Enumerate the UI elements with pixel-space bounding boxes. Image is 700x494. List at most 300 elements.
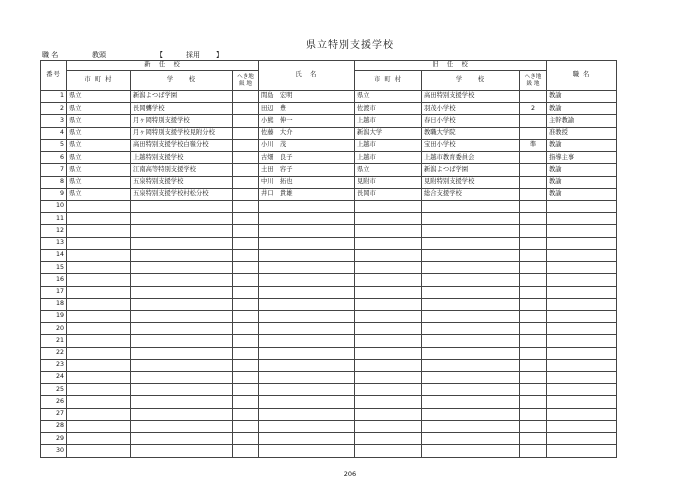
position-cell — [547, 200, 617, 212]
new-city-cell — [67, 347, 131, 359]
header-old-remote: へき地級 地 — [520, 71, 547, 91]
old-city-cell — [355, 225, 422, 237]
header-new-school: 学 校 — [131, 71, 233, 91]
row-number: 14 — [41, 249, 67, 261]
row-number: 25 — [41, 384, 67, 396]
table-row — [41, 323, 617, 335]
new-school-cell — [131, 262, 233, 274]
old-remote-cell — [520, 445, 547, 458]
new-school-cell — [131, 347, 233, 359]
old-city-cell — [355, 396, 422, 408]
name-cell — [259, 359, 355, 371]
position-cell — [547, 335, 617, 347]
new-remote-cell — [233, 152, 259, 164]
old-school-cell — [422, 286, 520, 298]
position-cell — [547, 408, 617, 420]
new-school-cell — [131, 200, 233, 212]
new-city-cell: 県立 — [67, 127, 131, 139]
name-cell — [259, 323, 355, 335]
new-remote-cell — [233, 200, 259, 212]
position-cell — [547, 420, 617, 432]
table-row — [41, 237, 617, 249]
name-cell — [259, 445, 355, 458]
row-number: 2 — [41, 103, 67, 115]
name-cell: 土田 容子 — [259, 164, 355, 176]
new-school-cell — [131, 225, 233, 237]
new-school-cell — [131, 249, 233, 261]
new-school-cell — [131, 237, 233, 249]
table-row — [41, 225, 617, 237]
old-school-cell: 春日小学校 — [422, 115, 520, 127]
old-remote-cell — [520, 433, 547, 445]
new-remote-cell — [233, 237, 259, 249]
row-number: 11 — [41, 213, 67, 225]
name-cell — [259, 347, 355, 359]
old-school-cell — [422, 200, 520, 212]
old-city-cell: 新潟大学 — [355, 127, 422, 139]
old-city-cell — [355, 408, 422, 420]
old-remote-cell — [520, 274, 547, 286]
old-city-cell: 上越市 — [355, 115, 422, 127]
old-school-cell: 見附特別支援学校 — [422, 176, 520, 188]
row-number: 9 — [41, 188, 67, 200]
old-city-cell: 上越市 — [355, 139, 422, 151]
table-row — [41, 91, 617, 103]
name-cell — [259, 274, 355, 286]
old-city-cell: 佐渡市 — [355, 103, 422, 115]
new-city-cell — [67, 335, 131, 347]
old-city-cell — [355, 445, 422, 458]
header-position: 職 名 — [547, 61, 617, 91]
position-cell — [547, 396, 617, 408]
table-row — [41, 164, 617, 176]
old-school-cell — [422, 310, 520, 322]
row-number: 1 — [41, 91, 67, 103]
new-city-cell — [67, 310, 131, 322]
new-city-cell — [67, 225, 131, 237]
header-no: 番号 — [41, 61, 67, 91]
new-city-cell — [67, 286, 131, 298]
position-cell — [547, 310, 617, 322]
new-school-cell — [131, 359, 233, 371]
new-remote-cell — [233, 408, 259, 420]
old-city-cell — [355, 213, 422, 225]
row-number: 30 — [41, 445, 67, 458]
name-cell — [259, 213, 355, 225]
new-remote-cell — [233, 372, 259, 384]
name-cell — [259, 237, 355, 249]
new-city-cell: 県立 — [67, 103, 131, 115]
table-row — [41, 347, 617, 359]
row-number: 20 — [41, 323, 67, 335]
row-number: 5 — [41, 139, 67, 151]
name-cell — [259, 298, 355, 310]
name-cell — [259, 262, 355, 274]
new-remote-cell — [233, 91, 259, 103]
table-row — [41, 310, 617, 322]
old-remote-cell — [520, 249, 547, 261]
row-number: 29 — [41, 433, 67, 445]
table-row — [41, 384, 617, 396]
position-cell — [547, 372, 617, 384]
old-city-cell — [355, 274, 422, 286]
new-school-cell — [131, 408, 233, 420]
new-remote-cell — [233, 274, 259, 286]
new-remote-cell — [233, 433, 259, 445]
name-cell — [259, 408, 355, 420]
row-number: 24 — [41, 372, 67, 384]
position-cell: 教諭 — [547, 91, 617, 103]
position-cell — [547, 384, 617, 396]
new-school-cell — [131, 286, 233, 298]
old-school-cell: 羽茂小学校 — [422, 103, 520, 115]
old-remote-cell — [520, 127, 547, 139]
header-old-school: 学 校 — [422, 71, 520, 91]
table-row — [41, 286, 617, 298]
old-remote-cell — [520, 347, 547, 359]
new-remote-cell — [233, 225, 259, 237]
position-cell — [547, 359, 617, 371]
table-row — [41, 127, 617, 139]
old-remote-cell — [520, 152, 547, 164]
name-cell: 中川 拓也 — [259, 176, 355, 188]
row-number: 18 — [41, 298, 67, 310]
header-new-remote: へき地級 地 — [233, 71, 259, 91]
new-city-cell — [67, 262, 131, 274]
name-cell — [259, 335, 355, 347]
new-school-cell — [131, 445, 233, 458]
new-remote-cell — [233, 396, 259, 408]
new-city-cell — [67, 298, 131, 310]
employment-status: 採用 — [186, 51, 200, 59]
old-city-cell — [355, 384, 422, 396]
name-cell — [259, 286, 355, 298]
position-cell — [547, 213, 617, 225]
row-number: 17 — [41, 286, 67, 298]
new-city-cell — [67, 359, 131, 371]
table-row — [41, 213, 617, 225]
new-remote-cell — [233, 310, 259, 322]
new-remote-cell — [233, 103, 259, 115]
old-city-cell — [355, 310, 422, 322]
table-row — [41, 103, 617, 115]
row-number: 13 — [41, 237, 67, 249]
transfer-table — [40, 60, 617, 458]
job-title: 教頭 — [92, 51, 106, 59]
job-line — [42, 50, 223, 60]
old-school-cell: 宝田小学校 — [422, 139, 520, 151]
old-school-cell: 高田特別支援学校 — [422, 91, 520, 103]
old-school-cell — [422, 445, 520, 458]
new-remote-cell — [233, 139, 259, 151]
old-school-cell — [422, 262, 520, 274]
new-school-cell — [131, 213, 233, 225]
old-school-cell — [422, 249, 520, 261]
table-row — [41, 249, 617, 261]
table-row — [41, 396, 617, 408]
old-remote-cell — [520, 164, 547, 176]
new-school-cell: 上越特別支援学校 — [131, 152, 233, 164]
table-row — [41, 200, 617, 212]
new-city-cell — [67, 445, 131, 458]
new-city-cell: 県立 — [67, 188, 131, 200]
job-label: 職 名 — [42, 51, 59, 59]
old-city-cell — [355, 298, 422, 310]
position-cell: 教諭 — [547, 139, 617, 151]
page-title: 県立特別支援学校 — [306, 40, 394, 51]
old-city-cell — [355, 200, 422, 212]
new-school-cell: 江南高等特別支援学校 — [131, 164, 233, 176]
name-cell — [259, 249, 355, 261]
new-remote-cell — [233, 335, 259, 347]
new-remote-cell — [233, 188, 259, 200]
new-school-cell: 月ヶ岡特別支援学校見附分校 — [131, 127, 233, 139]
old-remote-cell — [520, 323, 547, 335]
new-remote-cell — [233, 213, 259, 225]
new-city-cell — [67, 396, 131, 408]
name-cell: 古畑 良子 — [259, 152, 355, 164]
position-cell — [547, 225, 617, 237]
new-school-cell — [131, 396, 233, 408]
new-school-cell: 月ヶ岡特別支援学校 — [131, 115, 233, 127]
table-row — [41, 433, 617, 445]
new-school-cell — [131, 335, 233, 347]
position-cell — [547, 445, 617, 458]
page-number: 206 — [343, 470, 357, 478]
old-city-cell — [355, 323, 422, 335]
old-school-cell — [422, 323, 520, 335]
new-city-cell: 県立 — [67, 152, 131, 164]
name-cell: 田辺 豊 — [259, 103, 355, 115]
name-cell — [259, 396, 355, 408]
new-school-cell: 高田特別支援学校白嶺分校 — [131, 139, 233, 151]
new-city-cell — [67, 384, 131, 396]
name-cell — [259, 225, 355, 237]
table-row — [41, 274, 617, 286]
old-school-cell — [422, 298, 520, 310]
row-number: 10 — [41, 200, 67, 212]
row-number: 26 — [41, 396, 67, 408]
new-city-cell — [67, 237, 131, 249]
row-number: 16 — [41, 274, 67, 286]
table-row — [41, 139, 617, 151]
old-school-cell: 総合支援学校 — [422, 188, 520, 200]
old-school-cell — [422, 359, 520, 371]
new-remote-cell — [233, 323, 259, 335]
old-city-cell — [355, 335, 422, 347]
table-row — [41, 445, 617, 458]
new-city-cell: 県立 — [67, 115, 131, 127]
old-remote-cell — [520, 372, 547, 384]
row-number: 4 — [41, 127, 67, 139]
row-number: 8 — [41, 176, 67, 188]
name-cell: 間島 宏明 — [259, 91, 355, 103]
old-city-cell: 県立 — [355, 91, 422, 103]
row-number: 3 — [41, 115, 67, 127]
old-remote-cell — [520, 359, 547, 371]
old-remote-cell — [520, 262, 547, 274]
row-number: 6 — [41, 152, 67, 164]
old-remote-cell — [520, 396, 547, 408]
old-school-cell — [422, 225, 520, 237]
name-cell — [259, 384, 355, 396]
header-old-city: 市 町 村 — [355, 71, 422, 91]
old-school-cell — [422, 274, 520, 286]
old-remote-cell — [520, 200, 547, 212]
new-school-cell — [131, 274, 233, 286]
old-city-cell — [355, 420, 422, 432]
name-cell — [259, 420, 355, 432]
old-remote-cell — [520, 384, 547, 396]
old-remote-cell — [520, 115, 547, 127]
new-school-cell — [131, 323, 233, 335]
old-school-cell: 教職大学院 — [422, 127, 520, 139]
new-remote-cell — [233, 249, 259, 261]
old-school-cell — [422, 420, 520, 432]
row-number: 28 — [41, 420, 67, 432]
new-city-cell: 県立 — [67, 164, 131, 176]
new-school-cell — [131, 433, 233, 445]
old-remote-cell — [520, 176, 547, 188]
new-city-cell: 県立 — [67, 91, 131, 103]
row-number: 27 — [41, 408, 67, 420]
new-city-cell — [67, 274, 131, 286]
table-row — [41, 188, 617, 200]
new-city-cell — [67, 249, 131, 261]
table-row — [41, 372, 617, 384]
old-school-cell — [422, 372, 520, 384]
new-school-cell: 新潟よつば学園 — [131, 91, 233, 103]
new-school-cell — [131, 372, 233, 384]
position-cell — [547, 286, 617, 298]
new-city-cell — [67, 372, 131, 384]
table-row — [41, 335, 617, 347]
old-remote-cell — [520, 408, 547, 420]
name-cell — [259, 310, 355, 322]
old-city-cell: 長岡市 — [355, 188, 422, 200]
new-remote-cell — [233, 115, 259, 127]
old-remote-cell — [520, 237, 547, 249]
position-cell: 指導主事 — [547, 152, 617, 164]
new-school-cell: 五泉特別支援学校村松分校 — [131, 188, 233, 200]
new-remote-cell — [233, 164, 259, 176]
old-city-cell — [355, 347, 422, 359]
old-school-cell — [422, 433, 520, 445]
old-city-cell: 上越市 — [355, 152, 422, 164]
position-cell: 教諭 — [547, 103, 617, 115]
old-city-cell — [355, 249, 422, 261]
new-school-cell: 五泉特別支援学校 — [131, 176, 233, 188]
new-city-cell: 県立 — [67, 176, 131, 188]
table-row — [41, 262, 617, 274]
old-school-cell — [422, 335, 520, 347]
old-city-cell — [355, 286, 422, 298]
old-remote-cell: 準 — [520, 139, 547, 151]
table-row — [41, 359, 617, 371]
name-cell: 佐藤 大介 — [259, 127, 355, 139]
header-old-school-group: 旧 任 校 — [355, 61, 547, 71]
name-cell: 小熊 伸一 — [259, 115, 355, 127]
new-remote-cell — [233, 359, 259, 371]
table-row — [41, 176, 617, 188]
old-school-cell — [422, 213, 520, 225]
old-remote-cell — [520, 335, 547, 347]
new-remote-cell — [233, 445, 259, 458]
row-number: 12 — [41, 225, 67, 237]
header-name: 氏 名 — [259, 61, 355, 91]
row-number: 19 — [41, 310, 67, 322]
row-number: 7 — [41, 164, 67, 176]
old-city-cell — [355, 262, 422, 274]
old-school-cell — [422, 237, 520, 249]
old-remote-cell — [520, 286, 547, 298]
header-new-school-group: 新 任 校 — [67, 61, 259, 71]
old-school-cell — [422, 396, 520, 408]
new-remote-cell — [233, 286, 259, 298]
table-row — [41, 420, 617, 432]
new-city-cell — [67, 200, 131, 212]
old-school-cell — [422, 347, 520, 359]
new-city-cell — [67, 323, 131, 335]
position-cell — [547, 323, 617, 335]
new-remote-cell — [233, 298, 259, 310]
old-school-cell: 上越市教育委員会 — [422, 152, 520, 164]
row-number: 22 — [41, 347, 67, 359]
old-remote-cell — [520, 298, 547, 310]
old-city-cell — [355, 359, 422, 371]
position-cell: 教諭 — [547, 164, 617, 176]
new-remote-cell — [233, 384, 259, 396]
new-school-cell — [131, 310, 233, 322]
old-city-cell — [355, 433, 422, 445]
new-remote-cell — [233, 420, 259, 432]
name-cell: 井口 貴雄 — [259, 188, 355, 200]
position-cell — [547, 262, 617, 274]
position-cell: 主幹教諭 — [547, 115, 617, 127]
position-cell — [547, 237, 617, 249]
old-remote-cell — [520, 225, 547, 237]
old-school-cell: 新潟よつば学園 — [422, 164, 520, 176]
position-cell — [547, 347, 617, 359]
table-row — [41, 298, 617, 310]
old-remote-cell — [520, 420, 547, 432]
bracket-open: 【 — [156, 51, 163, 59]
name-cell — [259, 433, 355, 445]
new-school-cell — [131, 420, 233, 432]
new-school-cell: 長岡聾学校 — [131, 103, 233, 115]
position-cell: 准教授 — [547, 127, 617, 139]
name-cell — [259, 372, 355, 384]
row-number: 21 — [41, 335, 67, 347]
new-city-cell — [67, 433, 131, 445]
table-row — [41, 152, 617, 164]
old-remote-cell — [520, 91, 547, 103]
old-remote-cell — [520, 188, 547, 200]
position-cell: 教諭 — [547, 176, 617, 188]
position-cell — [547, 298, 617, 310]
position-cell — [547, 249, 617, 261]
old-remote-cell: 2 — [520, 103, 547, 115]
position-cell — [547, 433, 617, 445]
name-cell — [259, 200, 355, 212]
old-city-cell: 県立 — [355, 164, 422, 176]
new-city-cell — [67, 213, 131, 225]
name-cell: 小川 茂 — [259, 139, 355, 151]
bracket-close: 】 — [216, 51, 223, 59]
old-school-cell — [422, 408, 520, 420]
position-cell — [547, 274, 617, 286]
old-city-cell: 見附市 — [355, 176, 422, 188]
